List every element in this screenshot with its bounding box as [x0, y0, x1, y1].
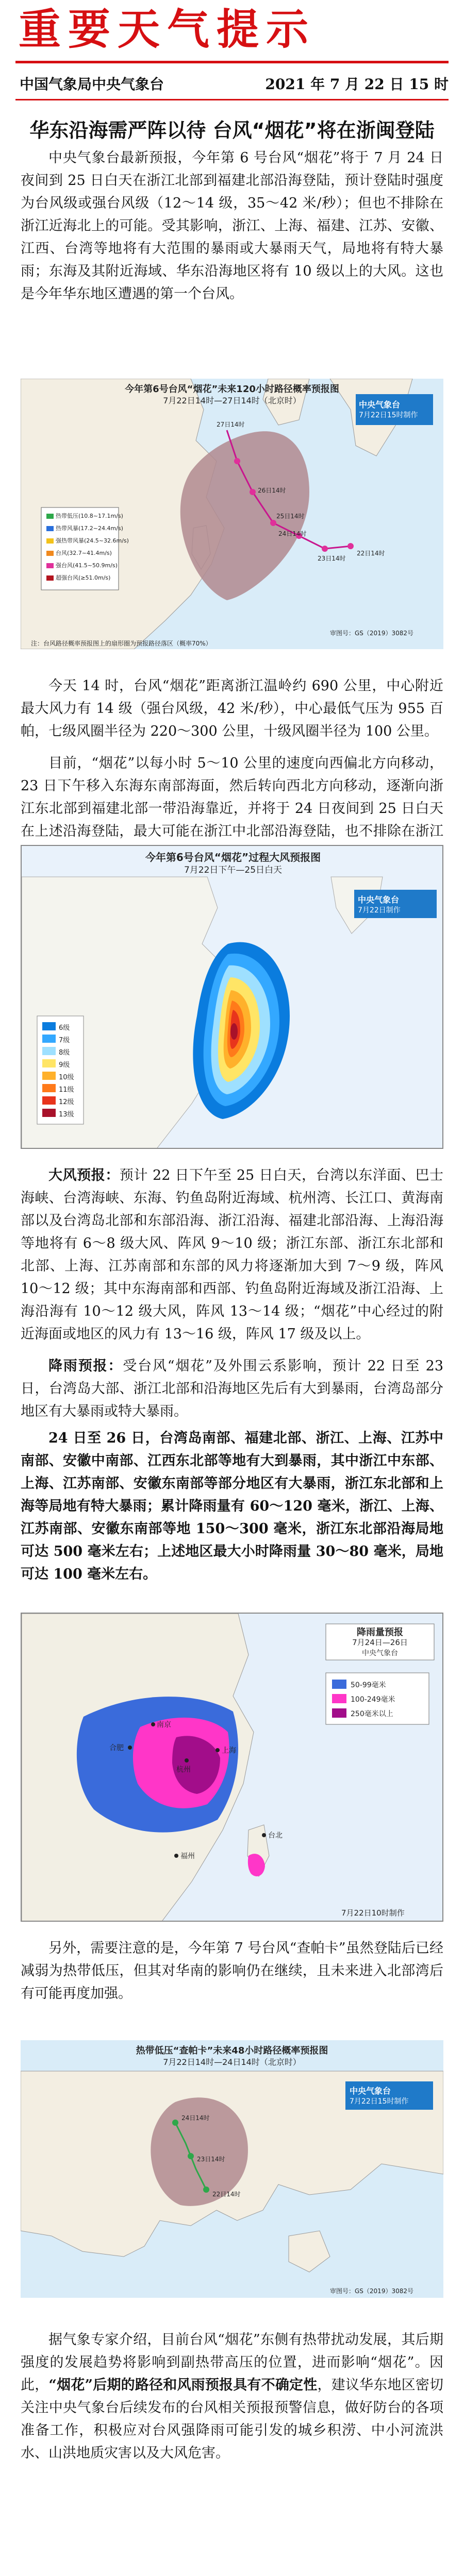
city-label: 杭州 [176, 1766, 191, 1774]
cempaka-track-label: 22日14时 [212, 2191, 241, 2198]
city-label: 福州 [180, 1852, 195, 1860]
legend-item: 超强台风(≥51.0m/s) [56, 574, 111, 581]
wind-forecast-text: 预计 22 日下午至 25 日白天，台湾以东洋面、巴士海峡、台湾海峡、东海、钓鱼岛附近海域、杭州湾、长江口、黄海南部以及台湾岛北部和东部沿海、浙江沿海、福建北部沿海、上海沿海等地将有 6～8 级大风、阵风 9～10 级；浙江东部、浙江东北部和北部、上海、江苏南部和东部的风力将逐渐加大到 7～9 级，阵风 10～12 级；其中东海南部和西部、钓鱼岛附近海域及浙江沿海、上海沿海有 10～12 级大风，阵风 13～14 级；“烟花”中心经过的附近海面或地区的风力有 13～16 级，阵风 17 级及以上。 [21, 1167, 444, 1342]
track-label: 23日14时 [318, 555, 346, 562]
figure3-issuer: 中央气象台 [362, 1649, 398, 1657]
paragraph-wind-forecast [21, 1164, 443, 1346]
map-approval-number: 审图号：GS（2019）3082号 [330, 630, 413, 637]
track-label: 27日14时 [217, 421, 245, 428]
track-label: 26日14时 [258, 487, 286, 494]
legend-item: 强热带风暴(24.5~32.6m/s) [56, 537, 129, 544]
figure4-issued-time: 7月22日15时制作 [350, 2097, 409, 2106]
wind-level-label: 12级 [59, 1098, 74, 1106]
figure1-issued-time: 7月22日15时制作 [359, 411, 418, 419]
rain-legend-item: 50-99毫米 [351, 1681, 386, 1689]
rainfall-forecast-figure [21, 1613, 443, 1922]
cempaka-track-label: 24日14时 [181, 2114, 210, 2122]
city-label: 合肥 [109, 1744, 124, 1752]
issue-date: 2021 年 7 月 22 日 15 时 [265, 76, 449, 93]
wind-level-label: 9级 [59, 1061, 70, 1069]
paragraph-rain-forecast [21, 1355, 443, 1423]
wind-level-label: 7级 [59, 1037, 70, 1044]
rain-legend-item: 250毫米以上 [351, 1710, 393, 1718]
wind-level-label: 11级 [59, 1086, 74, 1094]
figure2-issued-time: 7月22日制作 [358, 906, 401, 914]
figure3-period: 7月24日—26日 [352, 1638, 408, 1647]
legend-item: 强台风(41.5~50.9m/s) [56, 562, 118, 569]
paragraph-movement: 目前，“烟花”以每小时 5～10 公里的速度向西偏北方向移动，23 日下午移入东海东南部海面，然后转向西北方向移动，逐渐向浙江东北部到福建北部一带沿海靠近，并将于 24 日夜间到 25 日白天在上述沿海登陆，最大可能在浙江中北部沿海登陆，也不排除在浙江 [21, 755, 443, 839]
figure3-issued-time: 7月22日10时制作 [341, 1908, 405, 1918]
figure1-note: 注：台风路径概率预报图上的扇形圈为预报路径落区（概率70%） [31, 640, 212, 647]
track-label: 22日14时 [357, 550, 385, 557]
track-probability-figure [21, 379, 443, 649]
figure1-issuer: 中央气象台 [359, 400, 401, 410]
wind-level-label: 10级 [59, 1074, 74, 1081]
wind-forecast-figure [21, 845, 443, 1149]
expert-advice-emphasis: “烟花”后期的路径和风雨预报具有不确定性 [48, 2377, 318, 2393]
track-label: 25日14时 [276, 513, 305, 520]
figure4-issuer: 中央气象台 [350, 2086, 391, 2096]
headline: 华东沿海需严阵以待 台风“烟花”将在浙闽登陆 [29, 119, 435, 142]
rain-legend-item: 100-249毫米 [351, 1696, 395, 1704]
paragraph-cempaka: 另外，需要注意的是，今年第 7 号台风“查帕卡”虽然登陆后已经减弱为热带低压，但其对华南的影响仍在继续，且未来进入北部湾后有可能再度加强。 [21, 1940, 443, 2002]
figure2-title: 今年第6号台风“烟花”过程大风预报图 [145, 851, 321, 863]
cempaka-track-figure [21, 2040, 443, 2298]
city-label: 台北 [268, 1832, 283, 1840]
masthead-title: 重要天气提示 [19, 5, 316, 54]
rain-forecast-lead: 降雨预报： [48, 1358, 123, 1374]
cempaka-track-label: 23日14时 [197, 2156, 225, 2163]
wind-map [22, 846, 443, 1149]
figure1-title: 今年第6号台风“烟花”未来120小时路径概率预报图 [125, 384, 339, 395]
paragraph-intro: 中央气象台最新预报，今年第 6 号台风“烟花”将于 7 月 24 日夜间到 25 日白天在浙江北部到福建北部沿海登陆，预计登陆时强度为台风级或强台风级（12～14 级，35～42 米/秒）；但也不排除在浙江近海北上的可能。受其影响，浙江、上海、福建、江苏、安徽、江西、台湾等地将有大范围的暴雨或大暴雨天气，局地将有特大暴雨；东海及其附近海域、华东沿海地区将有 10 级以上的大风。这也是今年华东地区遭遇的第一个台风。 [21, 150, 443, 302]
rainfall-map [22, 1614, 443, 1922]
masthead-rule [15, 61, 449, 63]
figure2-subtitle: 7月22日下午—25日白天 [184, 865, 283, 875]
issuing-org: 中国气象局中央气象台 [20, 76, 164, 93]
rain-forecast-text: 受台风“烟花”及外围云系影响，预计 22 日至 23 日，台湾岛大部、浙江北部和沿海地区先后有大到暴雨，台湾岛部分地区有大暴雨或特大暴雨。 [21, 1358, 443, 1419]
wind-level-label: 8级 [59, 1049, 70, 1057]
paragraph-current-status: 今天 14 时，台风“烟花”距离浙江温岭约 690 公里，中心附近最大风力有 14 级（强台风级，42 米/秒），中心最低气压为 955 百帕，七级风圈半径为 220～300 公里，十级风圈半径为 100 公里。 [21, 678, 443, 739]
legend-item: 热带风暴(17.2~24.4m/s) [56, 525, 123, 532]
wind-level-label: 6级 [59, 1024, 70, 1032]
figure2-issuer: 中央气象台 [358, 895, 400, 905]
wind-level-label: 13级 [59, 1111, 74, 1118]
figure3-title: 降雨量预报 [357, 1627, 403, 1638]
legend-item: 热带低压(10.8~17.1m/s) [56, 513, 123, 519]
figure4-subtitle: 7月22日14时—24日14时（北京时） [163, 2057, 301, 2067]
paragraph-rain-detail: 24 日至 26 日，台湾岛南部、福建北部、浙江、上海、江苏中南部、安徽中南部、江西东北部等地有大到暴雨，其中浙江中东部、上海、江苏南部、安徽东南部等部分地区有大暴雨，浙江东北部和上海等局地有特大暴雨；累计降雨量有 60～120 毫米，浙江、上海、江苏南部、安徽东南部等地 150～300 毫米，浙江东北部沿海局地可达 500 毫米左右；上述地区最大小时降雨量 30～80 毫米，局地可达 100 毫米左右。 [21, 1430, 443, 1582]
figure4-title: 热带低压“查帕卡”未来48小时路径概率预报图 [136, 2045, 328, 2056]
map-approval-number: 审图号：GS（2019）3082号 [330, 2287, 413, 2295]
figure1-subtitle: 7月22日14时—27日14时（北京时） [163, 396, 301, 405]
city-label: 上海 [222, 1747, 236, 1755]
masthead-rule-bottom [15, 99, 449, 100]
expert-advice-text-a: 据气象专家介绍，目前台风“烟花”东侧有热带扰动发展，其后期强度的发展趋势将影响到副热带高压的位置，进而影响“烟花”。因此， [21, 2332, 443, 2393]
city-label: 南京 [157, 1721, 171, 1729]
cempaka-map [21, 2040, 443, 2298]
legend-item: 台风(32.7~41.4m/s) [56, 550, 112, 556]
wind-forecast-lead: 大风预报： [48, 1167, 120, 1183]
track-label: 24日14时 [278, 530, 307, 537]
paragraph-expert-advice [21, 2329, 443, 2465]
expert-advice-text-c: ，建议华东地区密切关注中央气象台后续发布的台风相关预报预警信息，做好防台的各项准备工作，积极应对台风强降雨可能引发的城乡积涝、中小河流洪水、山洪地质灾害以及大风危害。 [21, 2377, 444, 2461]
